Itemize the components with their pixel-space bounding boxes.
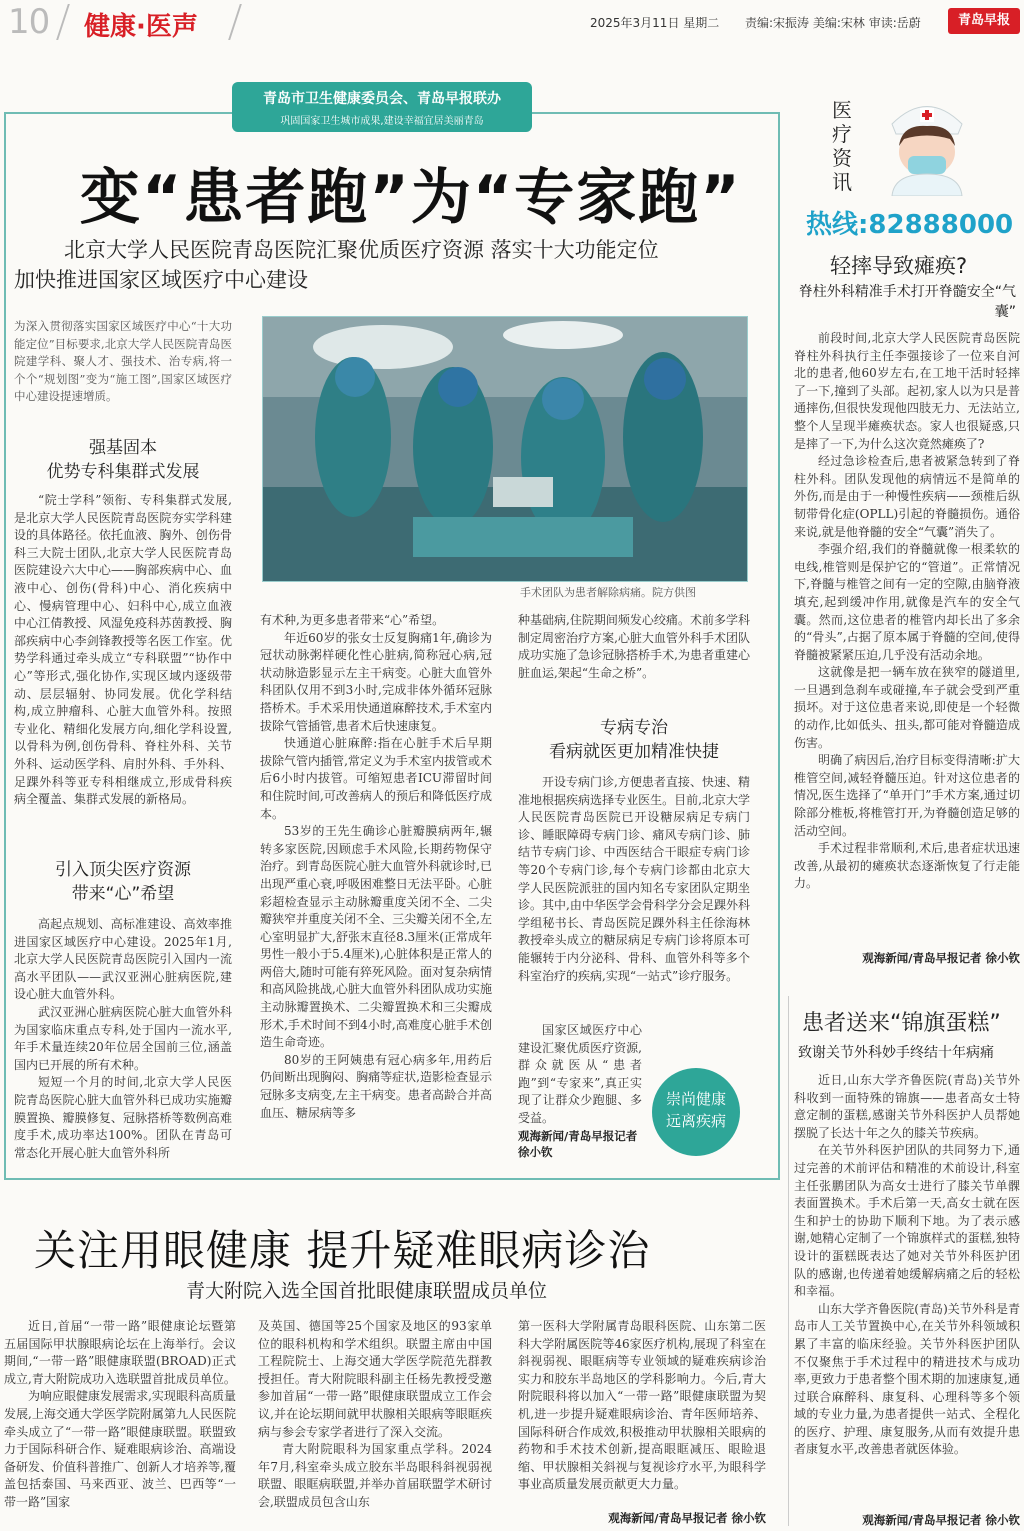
section-name: 健康·医声 <box>84 12 198 42</box>
paragraph: 短短一个月的时间,北京大学人民医院青岛医院心脏大血管外科已成功实施瓣膜置换、瓣膜修复、冠脉搭桥等数例高难度手术,成功率达100%。团队在青岛可常态化开展心脏大血管外科所 <box>14 1075 232 1160</box>
health-badge <box>652 1068 740 1156</box>
feature-lead: 为深入贯彻落实国家区域医疗中心“十大功能定位”目标要求,北京大学人民医院青岛医院建学科、聚人才、强技术、治专病,将一个个“规划图”变为“施工图”,国家区域医疗中心建设提速增质。 <box>14 319 232 404</box>
paragraph: 53岁的王先生确诊心脏瓣膜病两年,辗转多家医院,因顾虑手术风险,长期药物保守治疗。到青岛医院心脏大血管外科就诊时,已出现严重心衰,呼吸困难整日无法平卧。心脏彩超检查显示主动脉瓣重度关闭不全、二尖瓣狭窄并重度关闭不全、三尖瓣关闭不全,左心室明显扩大,舒张末直径8.3厘米(正常成年男性一般小于5.4厘米),心脏体积是正常人的两倍大,随时可能有猝死风险。面对复杂病情和高风险挑战,心脏大血管外科团队成功实施主动脉瓣置换术、二尖瓣置换术和三尖瓣成形术,手术时间不到4小时,高难度心脏手术创造生命奇迹。 <box>260 824 492 1050</box>
paragraph: 近日,首届“一带一路”眼健康论坛暨第五届国际甲状腺眼病论坛在上海举行。会议期间,“一带一路”眼健康联盟(BROAD)正式成立,青大附院成功入选联盟首批成员单位。 <box>4 1319 236 1386</box>
article-text <box>518 1022 642 1128</box>
badge-text: 远离疾病 <box>665 1112 726 1130</box>
article-text <box>518 774 750 1064</box>
byline: 观海新闻/青岛早报记者 徐小钦 <box>862 951 1020 965</box>
divider <box>228 4 242 40</box>
paragraph: 及英国、德国等25个国家及地区的93家单位的眼科机构和学术组织。联盟主席由中国工程院院士、上海交通大学医学院范先群教授担任。青大附院眼科副主任杨先教授受邀参加首届“一带一路”眼健康联盟成立工作会议,并在论坛期间就甲状腺相关眼病等眼眶疾病与参会专家学者进行了深入交流。 <box>258 1319 492 1439</box>
paragraph: 手术过程非常顺利,术后,患者症状迅速改善,从最初的瘫痪状态逐渐恢复了行走能力。 <box>794 841 1020 891</box>
article-text <box>14 916 232 1164</box>
page-number: 10 <box>8 2 50 42</box>
article-text <box>260 612 492 1164</box>
paragraph: 在关节外科医护团队的共同努力下,通过完善的术前评估和精准的术前设计,科室主任张鹏团队为高女士进行了膝关节单髁表面置换术。手术后第一天,高女士就在医生和护士的协助下顺利下地。为了表示感谢,她精心定制了一个锦旗样式的蛋糕,独特设计的蛋糕既表达了她对关节外科医护团队的感谢,也传递着她缓解病痛之后的轻松和幸福。 <box>794 1143 1020 1299</box>
paragraph: 经过急诊检查后,患者被紧急转到了脊柱外科。团队发现他的病情远不是简单的外伤,而是由于一种慢性疾病——颈椎后纵韧带骨化症(OPLL)引起的脊髓损伤。通俗来说,就是他脊髓的安全“气囊”消失了。 <box>794 454 1020 539</box>
feature-subtitle: 北京大学人民医院青岛医院汇聚优质医疗资源 落实十大功能定位 <box>64 238 659 262</box>
info-column-label: 医疗资讯 <box>832 98 852 194</box>
paragraph: 有术种,为更多患者带来“心”希望。 <box>260 613 445 627</box>
paragraph: 这就像是把一辆车放在狭窄的隧道里,一旦遇到急刹车或碰撞,车子就会受到严重损坏。对于这位患者来说,即使是一个轻微的动作,比如低头、扭头,都可能对脊髓造成伤害。 <box>794 665 1020 750</box>
paragraph: “院士学科”领衔、专科集群式发展,是北京大学人民医院青岛医院夯实学科建设的具体路径。依托血液、胸外、创伤骨科三大院士团队,北京大学人民医院青岛医院建设六大中心——胸部疾病中心、血液中心、创伤(骨科)中心、消化疾病中心、慢病管理中心、妇科中心,成立血液中心江倩教授、风湿免疫科苏茵教授、胸部疾病中心李剑锋教授等名医工作室。优势学科通过牵头成立“专科联盟”“协作中心”等形式,强化协作,实现区域内逐级带动、层层辐射、协同发展。优化学科结构,成立肿瘤科、心脏大血管外科。按照专业化、精细化发展方向,细化学科设置,以骨科为例,创伤骨科、脊柱外科、关节外科、运动医学科、肩肘外科、手外科、足踝外科等亚专科相继成立,形成骨科疾病全覆盖、集群式发展的新格局。 <box>14 493 232 807</box>
paragraph: 高起点规划、高标准建设、高效率推进国家区域医疗中心建设。2025年1月,北京大学人民医院青岛医院引入国内一流高水平团队——武汉亚洲心脏病医院,建设心脏大血管外科。 <box>14 917 232 1002</box>
article-text <box>4 1318 236 1524</box>
feature-subtitle: 加快推进国家区域医疗中心建设 <box>14 268 308 292</box>
paragraph: 明确了病因后,治疗目标变得清晰:扩大椎管空间,减轻脊髓压迫。针对这位患者的情况,医生选择了“单开门”手术方案,通过切除部分椎板,将椎管打开,为脊髓创造足够的活动空间。 <box>794 753 1020 838</box>
photo-caption: 手术团队为患者解除病痛。院方供图 <box>520 586 696 599</box>
article-text <box>794 1072 1020 1508</box>
masthead <box>0 0 1024 44</box>
bottom-subtitle: 青大附院入选全国首批眼健康联盟成员单位 <box>186 1280 548 1302</box>
nurse-illustration <box>872 94 982 196</box>
newspaper-logo: 青岛早报 <box>948 8 1020 34</box>
paragraph: 开设专病门诊,方便患者直接、快速、精准地根据疾病选择专业医生。目前,北京大学人民医院青岛医院已开设糖尿病足专病门诊、睡眠障碍专病门诊、痛风专病门诊、肺结节专病门诊、中西医结合干眼症专病门诊等20个专病门诊,每个专病门诊都由北京大学人民医院派驻的国内知名专家团队定期坐诊。其中,由中华医学会骨科学分会足踝外科学组秘书长、青岛医院足踝外科主任徐海林教授牵头成立的糖尿病足专病门诊将原本可能辗转于内分泌科、骨科、血管外科等多个科室治疗的疾病,实现“一站式”诊疗服务。 <box>518 775 750 983</box>
editor-credits: 责编:宋振涛 美编:宋林 审读:岳蔚 <box>745 16 921 30</box>
article-subtitle: 脊柱外科精准手术打开脊髓安全“气囊” <box>798 284 1016 320</box>
divider <box>56 4 70 40</box>
byline: 观海新闻/青岛早报记者 徐小钦 <box>608 1511 766 1525</box>
paragraph: 李强介绍,我们的脊髓就像一根柔软的电线,椎管则是保护它的“管道”。正常情况下,脊髓与椎管之间有一定的空隙,由脑脊液填充,起到缓冲作用,就像是汽车的安全气囊。然而,这位患者的椎管内却长出了多余的“骨头”,占据了原本属于脊髓的空间,使得脊髓被紧紧压迫,几乎没有活动余地。 <box>794 542 1020 662</box>
banner-slogan: 巩固国家卫生城市成果,建设幸福宜居美丽青岛 <box>280 116 484 127</box>
issue-date: 2025年3月11日 星期二 <box>590 16 720 30</box>
paragraph: 前段时间,北京大学人民医院青岛医院脊柱外科执行主任李强接诊了一位来自河北的患者,他60岁左右,在工地干活时轻摔了一下,撞到了头部。起初,家人以为只是普通摔伤,但很快发现他四肢无力、无法站立,整个人呈现半瘫痪状态。家人也很疑惑,只是摔了一下,为什么这次竟然瘫痪了? <box>794 331 1020 451</box>
paragraph: 国家区域医疗中心建设汇聚优质医疗资源,群众就医从“患者跑”到“专家来”,真正实现了让群众少跑腿、多受益。 <box>518 1023 642 1125</box>
byline: 观海新闻/青岛早报记者 徐小钦 <box>862 1513 1020 1527</box>
banner-title: 青岛市卫生健康委员会、青岛早报联办 <box>263 91 501 107</box>
section-heading: 引入顶尖医疗资源 带来“心”希望 <box>55 860 191 904</box>
paragraph: 年近60岁的张女士反复胸痛1年,确诊为冠状动脉粥样硬化性心脏病,简称冠心病,冠状动脉造影显示左主干病变。心脏大血管外科团队仅用不到3小时,完成非体外循环冠脉搭桥术。手术采用快通道麻醉技术,手术室内拔除气管插管,患者术后快速康复。 <box>260 630 492 733</box>
paragraph: 种基础病,住院期间频发心绞痛。术前多学科制定周密治疗方案,心脏大血管外科手术团队成功实施了急诊冠脉搭桥手术,为患者重建心脏血运,架起“生命之桥”。 <box>518 613 750 680</box>
byline: 观海新闻/青岛早报记者 徐小钦 <box>518 1129 638 1159</box>
sponsor-banner <box>232 82 532 132</box>
paragraph: 为响应眼健康发展需求,实现眼科高质量发展,上海交通大学医学院附属第九人民医院牵头成立了“一带一路”眼健康联盟。联盟致力于国际科研合作、疑难眼病诊治、高端设备研发、价值科普推广、创新人才培养等,覆盖包括泰国、马来西亚、波兰、巴西等“一带一路”国家 <box>4 1389 236 1509</box>
nurse-icon <box>872 94 982 196</box>
bottom-headline: 关注用眼健康 提升疑难眼病诊治 <box>34 1226 651 1275</box>
paragraph: 山东大学齐鲁医院(青岛)关节外科是青岛市人工关节置换中心,在关节外科领域积累了丰富的临床经验。关节外科医护团队不仅聚焦于手术过程中的精进技术与成功率,更致力于患者整个围术期的加速康复,通过联合麻醉科、康复科、心理科等多个领域的专业力量,为患者提供一站式、全程化的医疗、护理、康复服务,从而有效提升患者康复水平,改善患者就医体验。 <box>794 1301 1020 1457</box>
section-heading: 专病专治 看病就医更加精准快捷 <box>549 718 719 762</box>
paragraph: 快通道心脏麻醉:指在心脏手术后早期拔除气管内插管,常定义为手术室内拔管或术后6小时内拔管。可缩短患者ICU滞留时间和住院时间,可改善病人的预后和降低医疗成本。 <box>260 736 492 821</box>
article-subtitle: 致谢关节外科妙手终结十年病痛 <box>798 1045 994 1061</box>
article-text <box>518 1318 766 1508</box>
paragraph: 80岁的王阿姨患有冠心病多年,用药后仍间断出现胸闷、胸痛等症状,造影检查显示冠脉多支病变,左主干病变。患者高龄合并高血压、糖尿病等多 <box>260 1052 492 1120</box>
article-title: 轻摔导致瘫痪? <box>830 254 968 278</box>
surgery-photo-illustration <box>263 317 748 582</box>
column-divider <box>788 996 789 1526</box>
article-text <box>518 612 750 706</box>
paragraph: 青大附院眼科为国家重点学科。2024年7月,科室牵头成立胶东半岛眼科斜视弱视联盟、眼眶病联盟,并举办首届联盟学术研讨会,联盟成员包含山东 <box>258 1442 492 1509</box>
section-heading: 强基固本 优势专科集群式发展 <box>46 438 200 482</box>
article-text <box>14 492 232 852</box>
hotline-number: 热线:82888000 <box>806 210 1014 240</box>
article-text <box>258 1318 492 1524</box>
paragraph: 第一医科大学附属青岛眼科医院、山东第二医科大学附属医院等46家医疗机构,展现了科室在斜视弱视、眼眶病等专业领域的疑难疾病诊治实力和胶东半岛地区的学科影响力。今后,青大附院眼科将以加入“一带一路”眼健康联盟为契机,进一步提升疑难眼病诊治、青年医师培养、国际科研合作成效,积极推动甲状腺相关眼病的药物和手术技术创新,提高眼眶减压、眼睑退缩、甲状腺相关斜视与复视诊疗水平,为眼科学事业高质量发展贡献更大力量。 <box>518 1319 766 1492</box>
article-title: 患者送来“锦旗蛋糕” <box>802 1011 1001 1036</box>
paragraph: 近日,山东大学齐鲁医院(青岛)关节外科收到一面特殊的锦旗——患者高女士特意定制的蛋糕,感谢关节外科医护人员帮她摆脱了长达十年之久的膝关节疾病。 <box>794 1073 1020 1140</box>
badge-text: 崇尚健康 <box>665 1090 726 1108</box>
paragraph: 武汉亚洲心脏病医院心脏大血管外科为国家临床重点专科,处于国内一流水平,年手术量连续20年位居全国前三位,涵盖国内已开展的所有术种。 <box>14 1004 232 1072</box>
article-text <box>794 330 1020 950</box>
feature-headline: 变“患者跑”为“专家跑” <box>80 163 742 233</box>
surgery-photo <box>262 316 748 582</box>
